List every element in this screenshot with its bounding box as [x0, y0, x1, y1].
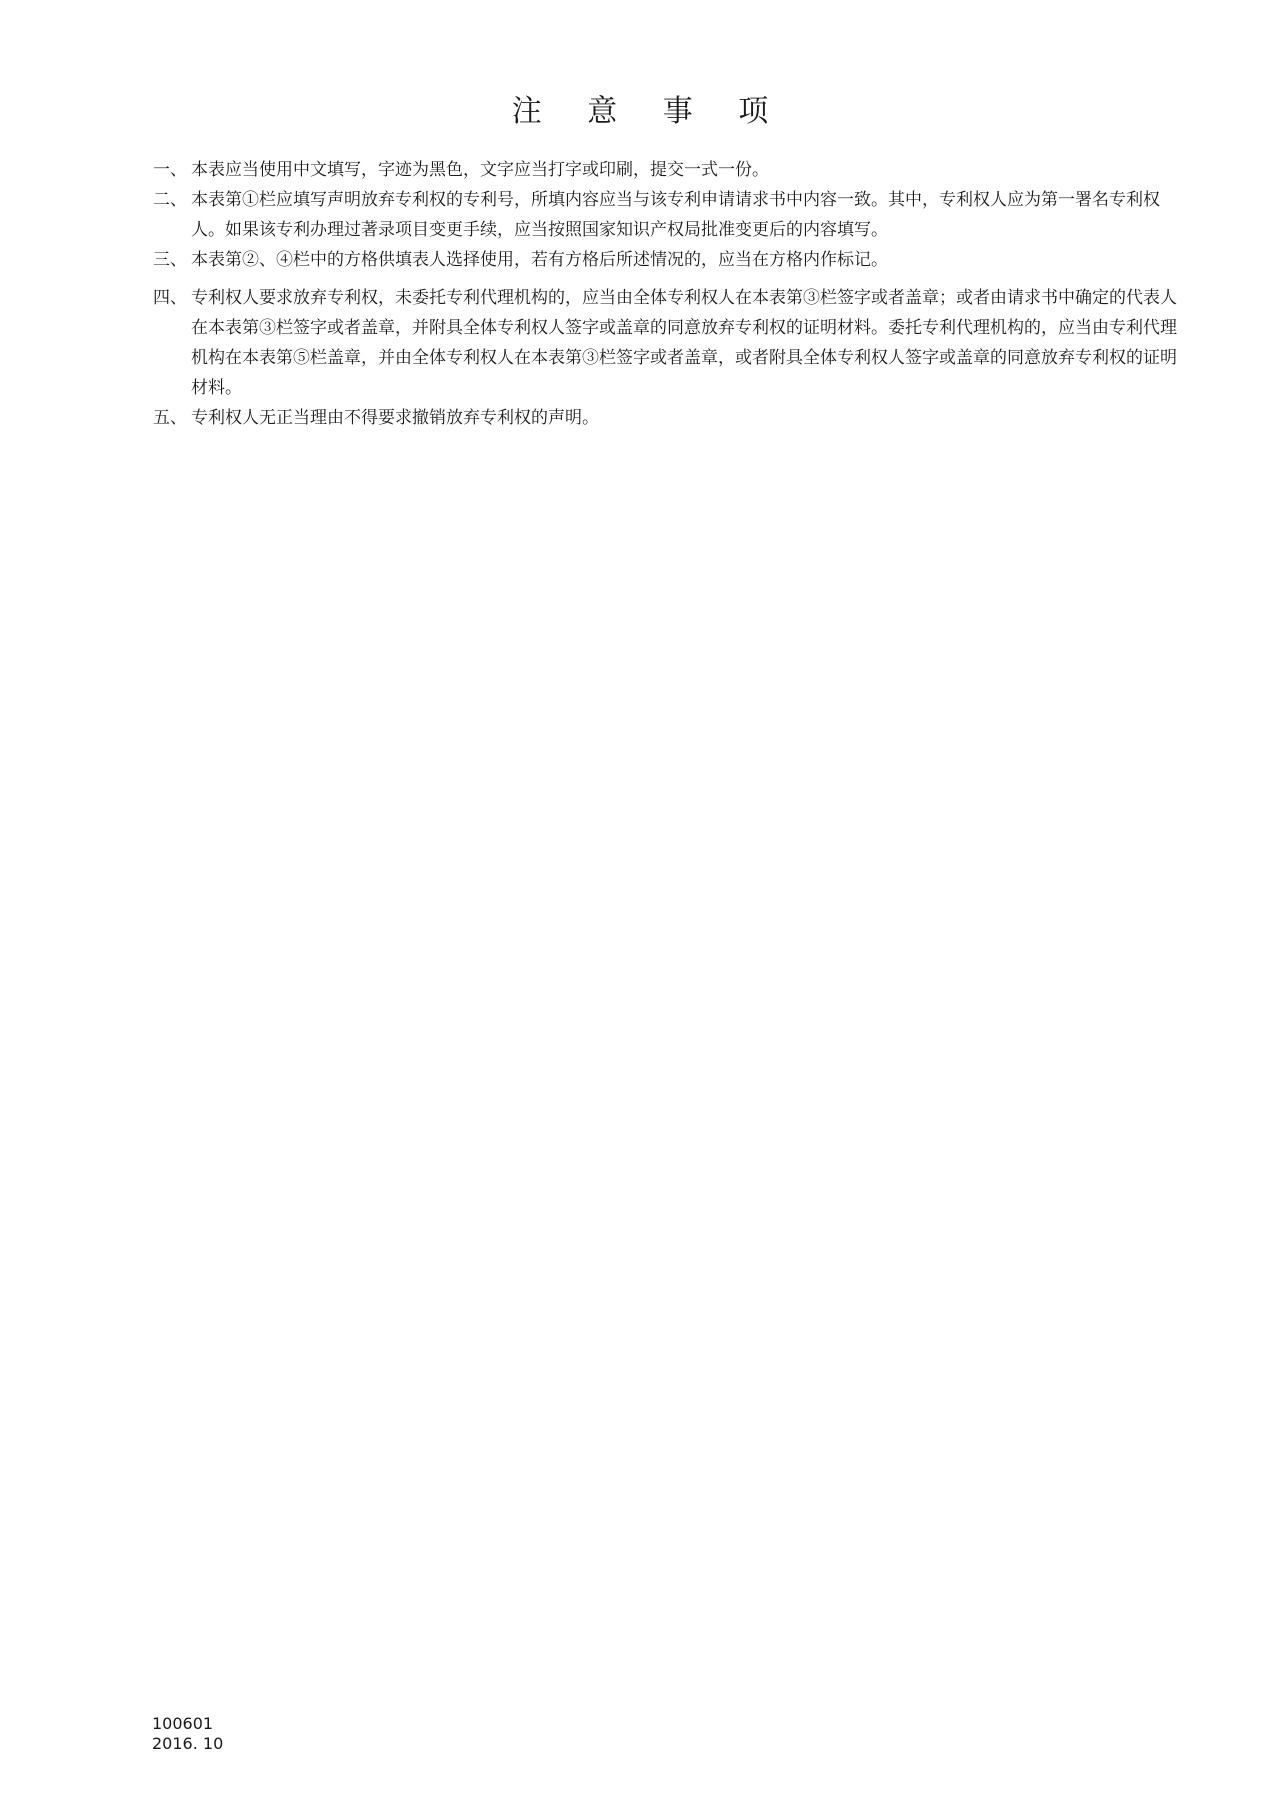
note-text: 本表第①栏应填写声明放弃专利权的专利号，所填内容应当与该专利申请请求书中内容一致。其中，专利权人应为第一署名专利权人。如果该专利办理过著录项目变更手续，应当按照国家知识产权局批准变更后的内容填写。	[191, 190, 1160, 240]
note-item-2	[153, 185, 1188, 245]
note-number: 一、	[153, 160, 187, 180]
note-item-1	[153, 155, 1188, 185]
note-text: 本表第②、④栏中的方格供填表人选择使用，若有方格后所述情况的，应当在方格内作标记。	[191, 250, 888, 270]
notes-list	[153, 155, 1188, 433]
note-number: 五、	[153, 408, 187, 428]
note-number: 三、	[153, 250, 187, 270]
note-item-5	[153, 403, 1188, 433]
note-text: 本表应当使用中文填写，字迹为黑色，文字应当打字或印刷，提交一式一份。	[191, 160, 769, 180]
note-number: 二、	[153, 190, 187, 210]
form-footer	[152, 1714, 223, 1754]
page-title: 注 意 事 项	[511, 94, 787, 129]
form-code: 100601	[152, 1714, 214, 1733]
note-text: 专利权人无正当理由不得要求撤销放弃专利权的声明。	[191, 408, 599, 428]
version-date: 2016. 10	[152, 1734, 224, 1753]
note-text: 专利权人要求放弃专利权，未委托专利代理机构的，应当由全体专利权人在本表第③栏签字或者盖章；或者由请求书中确定的代表人在本表第③栏签字或者盖章，并附具全体专利权人签字或盖章的同意放弃专利权的证明材料。委托专利代理机构的，应当由专利代理机构在本表第⑤栏盖章，并由全体专利权人在本表第③栏签字或者盖章，或者附具全体专利权人签字或盖章的同意放弃专利权的证明材料。	[191, 288, 1177, 398]
note-item-3	[153, 245, 1188, 275]
note-item-4	[153, 283, 1188, 403]
note-number: 四、	[153, 288, 187, 308]
